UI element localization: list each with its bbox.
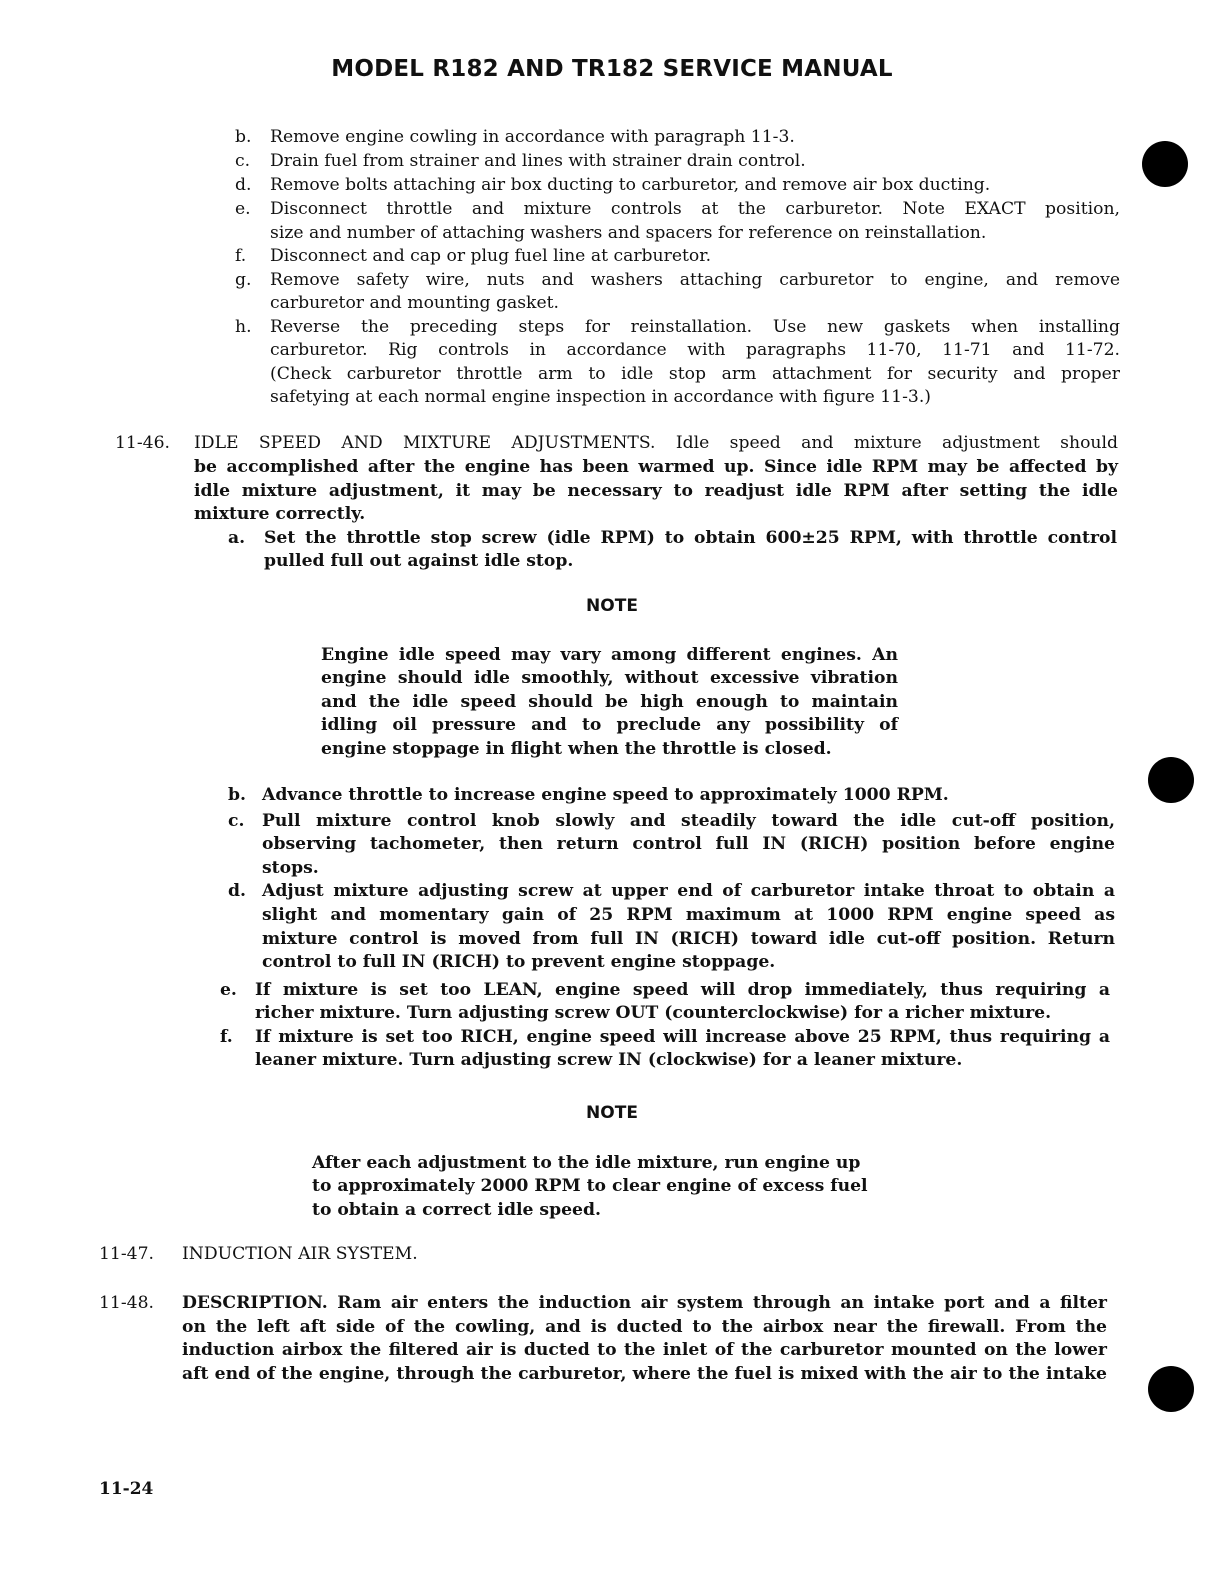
idle-step-line: Pull mixture control knob slowly and steadily toward the idle cut-off position, [262,811,1115,831]
section-11-48-line: aft end of the engine, through the carburetor, where the fuel is mixed with the air to the intake [182,1364,1107,1384]
idle-step-line: Adjust mixture adjusting screw at upper end of carburetor intake throat to obtain a [262,881,1115,901]
idle-step-line: leaner mixture. Turn adjusting screw IN (clockwise) for a leaner mixture. [255,1050,963,1070]
idle-step-line: control to full IN (RICH) to prevent engine stoppage. [262,952,776,972]
section-11-47-title: INDUCTION AIR SYSTEM. [182,1244,418,1264]
removal-step-line: carburetor and mounting gasket. [270,293,560,313]
removal-step-line: size and number of attaching washers and spacers for reference on reinstallation. [270,223,987,243]
binder-hole-middle [1148,757,1194,803]
idle-step-label: e. [220,980,237,1000]
section-11-46-line: IDLE SPEED AND MIXTURE ADJUSTMENTS. Idle speed and mixture adjustment should [194,433,1118,453]
idle-step-label: c. [228,811,245,831]
section-11-46-line: mixture correctly. [194,504,366,524]
idle-step-line: stops. [262,858,319,878]
page-number: 11-24 [99,1479,154,1499]
section-11-48-number: 11-48. [99,1293,155,1313]
removal-step-line: Remove safety wire, nuts and washers attaching carburetor to engine, and remove [270,270,1120,290]
idle-step-label: a. [228,528,246,548]
note-heading: NOTE [586,596,638,616]
removal-step-label: f. [235,246,247,266]
removal-step-label: e. [235,199,251,219]
removal-step-line: Drain fuel from strainer and lines with strainer drain control. [270,151,806,171]
removal-step-label: h. [235,317,252,337]
note-line: engine should idle smoothly, without excessive vibration [321,668,898,688]
note-heading-2: NOTE [586,1103,638,1123]
note-line: to obtain a correct idle speed. [312,1200,601,1220]
removal-step-line: Disconnect throttle and mixture controls at the carburetor. Note EXACT position, [270,199,1120,219]
idle-step-label: f. [220,1027,233,1047]
removal-step-line: safetying at each normal engine inspection in accordance with figure 11-3.) [270,387,931,407]
idle-step-line: If mixture is set too LEAN, engine speed will drop immediately, thus requiring a [255,980,1110,1000]
idle-step-line: Set the throttle stop screw (idle RPM) to obtain 600±25 RPM, with throttle control [264,528,1117,548]
section-11-46-number: 11-46. [115,433,171,453]
note-line: idling oil pressure and to preclude any possibility of [321,715,898,735]
binder-hole-top [1142,141,1188,187]
note-line: and the idle speed should be high enough to maintain [321,692,898,712]
removal-step-line: carburetor. Rig controls in accordance with paragraphs 11-70, 11-71 and 11-72. [270,340,1120,360]
section-11-46-line: idle mixture adjustment, it may be necessary to readjust idle RPM after setting the idle [194,481,1118,501]
removal-step-line: Remove engine cowling in accordance with paragraph 11-3. [270,127,795,147]
section-11-47-number: 11-47. [99,1244,155,1264]
removal-step-label: c. [235,151,251,171]
idle-step-line: pulled full out against idle stop. [264,551,574,571]
idle-step-line: observing tachometer, then return control full IN (RICH) position before engine [262,834,1115,854]
removal-step-line: (Check carburetor throttle arm to idle stop arm attachment for security and proper [270,364,1120,384]
note-line: engine stoppage in flight when the throttle is closed. [321,739,832,759]
section-11-46-line: be accomplished after the engine has been warmed up. Since idle RPM may be affected by [194,457,1118,477]
removal-step-line: Remove bolts attaching air box ducting to carburetor, and remove air box ducting. [270,175,991,195]
idle-step-line: richer mixture. Turn adjusting screw OUT (counterclockwise) for a richer mixture. [255,1003,1052,1023]
note-line: to approximately 2000 RPM to clear engine of excess fuel [312,1176,868,1196]
binder-hole-bottom [1148,1366,1194,1412]
idle-step-line: Advance throttle to increase engine speed to approximately 1000 RPM. [262,785,949,805]
idle-step-line: If mixture is set too RICH, engine speed will increase above 25 RPM, thus requiring a [255,1027,1110,1047]
removal-step-label: d. [235,175,252,195]
idle-step-label: b. [228,785,247,805]
removal-step-label: b. [235,127,252,147]
section-11-48-line: induction airbox the filtered air is ducted to the inlet of the carburetor mounted on the lower [182,1340,1107,1360]
removal-step-label: g. [235,270,252,290]
note-line: After each adjustment to the idle mixture, run engine up [312,1153,861,1173]
idle-step-label: d. [228,881,247,901]
section-11-48-line: on the left aft side of the cowling, and is ducted to the airbox near the firewall. From the [182,1317,1107,1337]
idle-step-line: mixture control is moved from full IN (RICH) toward idle cut-off position. Return [262,929,1115,949]
removal-step-line: Reverse the preceding steps for reinstallation. Use new gaskets when installing [270,317,1120,337]
removal-step-line: Disconnect and cap or plug fuel line at carburetor. [270,246,712,266]
section-11-48-line: DESCRIPTION. Ram air enters the induction air system through an intake port and a filter [182,1293,1107,1313]
idle-step-line: slight and momentary gain of 25 RPM maximum at 1000 RPM engine speed as [262,905,1115,925]
note-line: Engine idle speed may vary among different engines. An [321,645,898,665]
manual-header: MODEL R182 AND TR182 SERVICE MANUAL [331,56,893,82]
